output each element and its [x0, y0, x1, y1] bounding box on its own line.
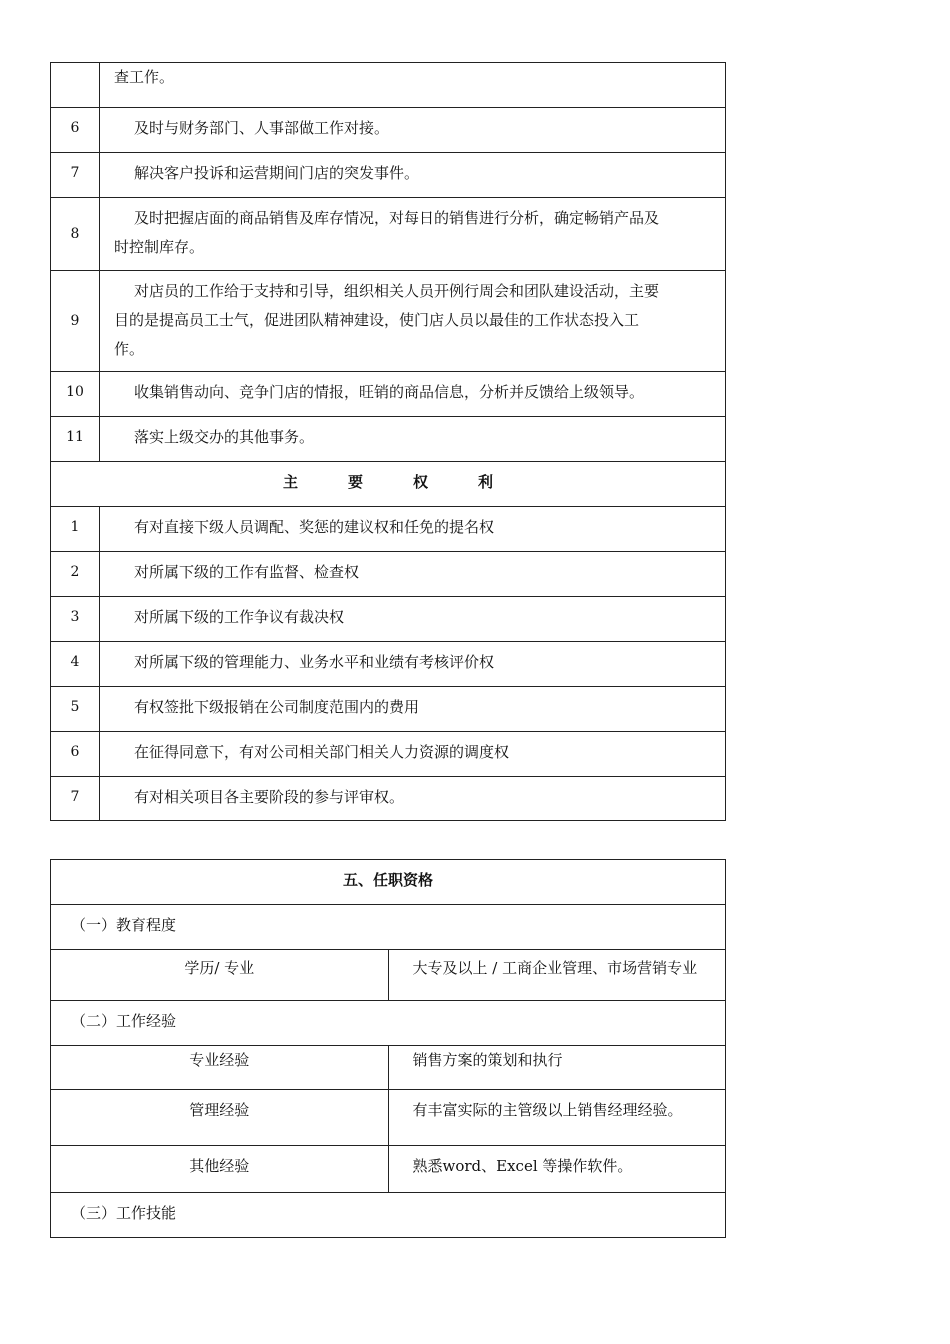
experience-label: 专业经验	[51, 1046, 389, 1090]
right-text: 有对相关项目各主要阶段的参与评审权。	[134, 788, 405, 806]
table-row	[51, 860, 726, 905]
row-number	[51, 63, 100, 108]
duty-cell	[100, 198, 726, 271]
table-row	[51, 507, 726, 552]
duty-text: 目的是提高员工士气，促进团队精神建设，使门店人员以最佳的工作状态投入工	[114, 311, 640, 329]
right-cell	[100, 507, 726, 552]
row-number: 7	[51, 153, 100, 198]
qualifications-title: 五、任职资格	[51, 860, 726, 905]
table-row	[51, 153, 726, 198]
duty-cell	[100, 417, 726, 462]
duty-text: 落实上级交办的其他事务。	[134, 428, 315, 446]
table-row	[51, 950, 726, 1001]
table-row	[51, 1090, 726, 1146]
right-cell	[100, 687, 726, 732]
duty-text: 作。	[114, 340, 145, 358]
duty-text: 收集销售动向、竞争门店的情报，旺销的商品信息，分析并反馈给上级领导。	[134, 383, 645, 401]
rights-header: 主要权利	[282, 473, 543, 491]
table-row	[51, 1146, 726, 1193]
experience-label: 其他经验	[51, 1146, 389, 1193]
row-number: 2	[51, 552, 100, 597]
row-number: 5	[51, 687, 100, 732]
right-text: 在征得同意下，有对公司相关部门相关人力资源的调度权	[134, 743, 510, 761]
row-number: 4	[51, 642, 100, 687]
duties-rights-table	[50, 62, 726, 821]
table-row	[51, 1193, 726, 1238]
experience-value: 销售方案的策划和执行	[388, 1046, 726, 1090]
duty-text: 解决客户投诉和运营期间门店的突发事件。	[134, 164, 420, 182]
table-row	[51, 597, 726, 642]
duty-text: 时控制库存。	[114, 238, 205, 256]
table-row	[51, 462, 726, 507]
table-row	[51, 642, 726, 687]
table-row	[51, 372, 726, 417]
table-row	[51, 198, 726, 271]
duty-cell	[100, 271, 726, 372]
row-number: 10	[51, 372, 100, 417]
table-row	[51, 905, 726, 950]
experience-value: 熟悉word、Excel 等操作软件。	[388, 1146, 726, 1193]
qualifications-table	[50, 859, 726, 1238]
skills-heading: （三）工作技能	[51, 1193, 726, 1238]
table-row	[51, 108, 726, 153]
right-text: 对所属下级的工作争议有裁决权	[134, 608, 345, 626]
education-label: 学历/ 专业	[51, 950, 389, 1001]
right-cell	[100, 597, 726, 642]
education-heading: （一）教育程度	[51, 905, 726, 950]
table-row	[51, 271, 726, 372]
table-row	[51, 1001, 726, 1046]
duty-text: 及时把握店面的商品销售及库存情况，对每日的销售进行分析，确定畅销产品及	[134, 209, 660, 227]
right-text: 对所属下级的工作有监督、检查权	[134, 563, 360, 581]
table-row	[51, 732, 726, 777]
row-number: 1	[51, 507, 100, 552]
row-number: 6	[51, 732, 100, 777]
row-number: 6	[51, 108, 100, 153]
right-text: 对所属下级的管理能力、业务水平和业绩有考核评价权	[134, 653, 495, 671]
row-number: 3	[51, 597, 100, 642]
duty-cell	[100, 108, 726, 153]
rights-header-cell	[51, 462, 726, 507]
education-value: 大专及以上 / 工商企业管理、市场营销专业	[388, 950, 726, 1001]
right-cell	[100, 732, 726, 777]
right-text: 有权签批下级报销在公司制度范围内的费用	[134, 698, 420, 716]
duty-text: 查工作。	[100, 63, 726, 108]
table-row	[51, 552, 726, 597]
experience-value: 有丰富实际的主管级以上销售经理经验。	[388, 1090, 726, 1146]
row-number: 7	[51, 777, 100, 821]
table-row	[51, 417, 726, 462]
experience-label: 管理经验	[51, 1090, 389, 1146]
duty-cell	[100, 372, 726, 417]
right-cell	[100, 552, 726, 597]
row-number: 8	[51, 198, 100, 271]
experience-heading: （二）工作经验	[51, 1001, 726, 1046]
row-number: 11	[51, 417, 100, 462]
right-cell	[100, 777, 726, 821]
table-row	[51, 63, 726, 108]
table-row	[51, 1046, 726, 1090]
table-row	[51, 687, 726, 732]
duty-text: 对店员的工作给于支持和引导，组织相关人员开例行周会和团队建设活动，主要	[134, 282, 660, 300]
duty-text: 及时与财务部门、人事部做工作对接。	[134, 119, 390, 137]
row-number: 9	[51, 271, 100, 372]
right-text: 有对直接下级人员调配、奖惩的建议权和任免的提名权	[134, 518, 495, 536]
right-cell	[100, 642, 726, 687]
duty-cell	[100, 153, 726, 198]
table-row	[51, 777, 726, 821]
